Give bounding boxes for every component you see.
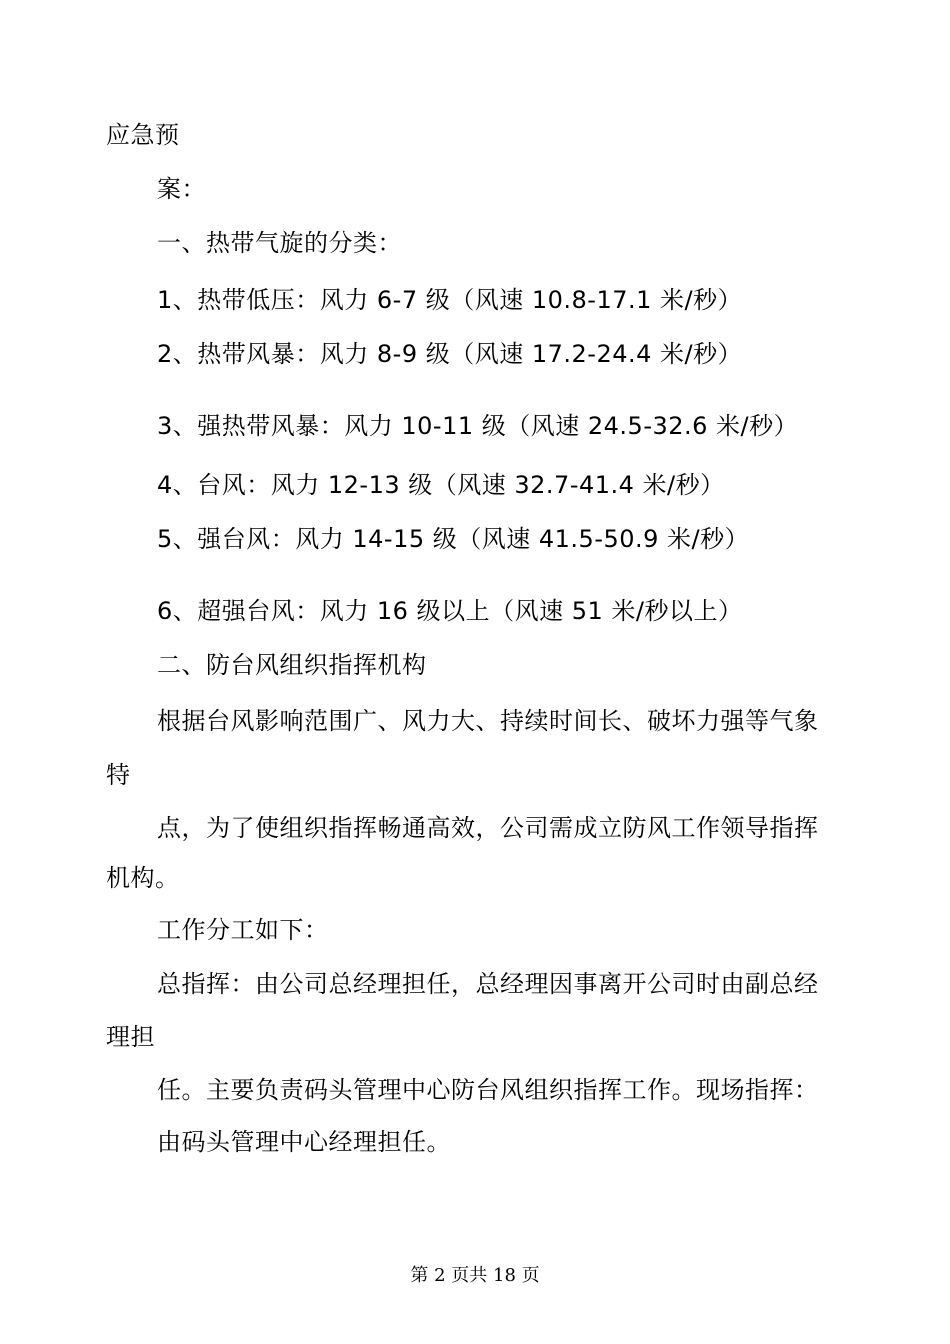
list-item-super-typhoon: 6、超强台风：风力 16 级以上（风速 51 米/秒以上） [157, 597, 743, 625]
paragraph-line: 特 [106, 761, 131, 789]
list-item-typhoon: 4、台风：风力 12-13 级（风速 32.7-41.4 米/秒） [157, 471, 725, 499]
doc-title-part1: 应急预 [106, 121, 180, 149]
paragraph-line: 根据台风影响范围广、风力大、持续时间长、破坏力强等气象 [157, 707, 819, 735]
list-item-tropical-depression: 1、热带低压：风力 6-7 级（风速 10.8-17.1 米/秒） [157, 286, 743, 314]
section-heading-organization: 二、防台风组织指挥机构 [157, 651, 427, 679]
doc-title-part2: 案： [157, 175, 206, 203]
paragraph-line: 任。主要负责码头管理中心防台风组织指挥工作。现场指挥： [157, 1076, 819, 1104]
paragraph-line: 工作分工如下： [157, 916, 329, 944]
list-item-severe-typhoon: 5、强台风：风力 14-15 级（风速 41.5-50.9 米/秒） [157, 525, 750, 553]
page-footer: 第 2 页共 18 页 [410, 1265, 540, 1286]
paragraph-line: 总指挥：由公司总经理担任，总经理因事离开公司时由副总经 [157, 970, 819, 998]
paragraph-line: 理担 [106, 1023, 155, 1051]
paragraph-line: 点，为了使组织指挥畅通高效，公司需成立防风工作领导指挥 [157, 814, 819, 842]
section-heading-classification: 一、热带气旋的分类： [157, 229, 402, 257]
paragraph-line: 机构。 [106, 864, 180, 892]
paragraph-line: 由码头管理中心经理担任。 [157, 1128, 451, 1156]
list-item-severe-tropical-storm: 3、强热带风暴：风力 10-11 级（风速 24.5-32.6 米/秒） [157, 412, 799, 440]
list-item-tropical-storm: 2、热带风暴：风力 8-9 级（风速 17.2-24.4 米/秒） [157, 340, 743, 368]
